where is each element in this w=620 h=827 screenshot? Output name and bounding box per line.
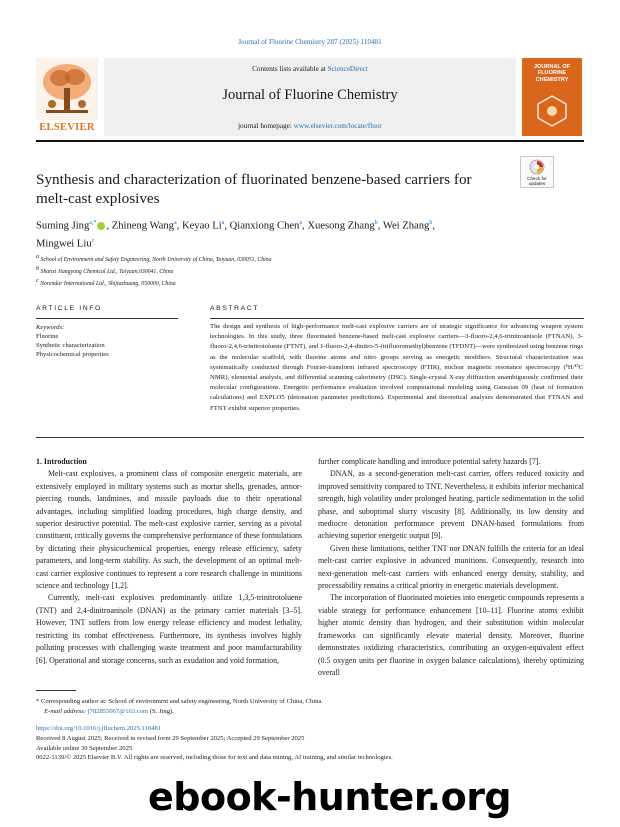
crossmark-icon	[529, 159, 545, 175]
copyright: 0022-1139/© 2025 Elsevier B.V. All rights are reserved, including those for text and data mining, AI training, and similar technologies.	[36, 754, 393, 762]
affiliation-sup: b	[36, 265, 39, 272]
masthead	[36, 58, 584, 138]
sciencedirect-link[interactable]: ScienceDirect	[327, 65, 368, 73]
author: Xuesong Zhang	[307, 220, 375, 232]
abstract-rule	[210, 318, 584, 319]
author: Qianxiong Chen	[229, 220, 300, 232]
masthead-center	[104, 58, 516, 136]
affiliation-text: Norendar International Ltd., Shijiazhuang, 050000, China	[40, 280, 176, 287]
email-line	[36, 707, 584, 717]
body-column-right	[318, 456, 584, 679]
cover-molecule-icon	[532, 92, 572, 128]
author: Keyao Li	[181, 220, 222, 232]
author: Mingwei Liu	[36, 238, 92, 250]
homepage-line	[104, 122, 516, 130]
body-column-left	[36, 456, 302, 667]
affiliation	[36, 265, 576, 277]
author-sup[interactable]: b	[429, 220, 433, 226]
affiliation-text: School of Environment and Safety Engineering, North University of China, Taiyuan, 030051, China	[40, 256, 272, 263]
keywords-label: Keywords:	[36, 324, 65, 331]
homepage-prefix: journal homepage:	[238, 122, 294, 130]
contents-line	[104, 65, 516, 73]
elsevier-logo	[36, 58, 98, 134]
keyword: Physicochemical properties	[36, 351, 109, 358]
author: Wei Zhang	[382, 220, 430, 232]
email-suffix: (S. Jing).	[148, 707, 174, 715]
paragraph: Currently, melt-cast explosives predominantly utilize 1,3,5-trinitrotoluene (TNT) and 2,4-dinitroanisole (DNAN) as the primary carrier materials [3–5]. However, TNT suffers from low energy release efficiency and modest lethality, restricting its combat effectiveness. Furthermore, its synthesis involves highly polluting processes with challenging waste treatment and poor manufacturability [6]. Operational and storage concerns, such as exudation and void formation,	[36, 593, 302, 665]
affiliation-text: Shanxi Jiangyang Chemical Ltd., Taiyuan,030041, China	[40, 268, 174, 275]
header-rule	[36, 140, 584, 142]
affiliation	[36, 253, 576, 265]
contents-prefix: Contents lists available at	[252, 65, 328, 73]
paragraph: The incorporation of fluorinated moieties into energetic compounds represents a viable strategy for performance enhancement [10–11]. Fluorine atoms exhibit higher atomic density than hydrogen, and their substitution within molecular frameworks can significantly elevate material density. Moreover, fluorine demonstrates oxidizing characteristics, contributing an oxygen-equivalent effect (0.5 oxygen units per fluorine in oxygen balance calculations), thereby optimizing overall	[318, 593, 584, 677]
journal-name: Journal of Fluorine Chemistry	[222, 87, 398, 103]
author-list: Suming Jing$^{a,*}$ , Zhineng Wang$^a$, Keyao Li$^a$, Qianxiong Chen$^a$, Xuesong Zhang$^b$, Wei Zhang$^b$, Mingwei Liu$^c$	[36, 220, 435, 250]
article-meta	[36, 724, 584, 763]
keyword: Fluorine	[36, 333, 59, 340]
homepage-link[interactable]: www.elsevier.com/locate/fluor	[293, 122, 382, 130]
watermark: ebook-hunter.org	[148, 775, 512, 819]
article-title: Synthesis and characterization of fluorinated benzene-based carriers for melt-cast explosives	[36, 171, 472, 207]
author-sup[interactable]: a	[221, 220, 225, 226]
footnote	[36, 697, 584, 716]
author-sup[interactable]: c	[91, 237, 95, 244]
article-info-rule	[36, 318, 178, 319]
abstract-heading: ABSTRACT	[210, 305, 260, 312]
author-sup[interactable]: a	[173, 220, 177, 226]
doi-link[interactable]: https://doi.org/10.1016/j.jfluchem.2025.110481	[36, 725, 162, 732]
section-heading: 1. Introduction	[36, 457, 87, 466]
journal-cover	[522, 58, 582, 136]
author: Zhineng Wang	[111, 220, 174, 232]
keywords-block	[36, 323, 178, 359]
cover-title: JOURNAL OF FLUORINE CHEMISTRY	[533, 64, 571, 83]
crossmark-label: Check for updates	[527, 176, 547, 186]
abstract-bottom-rule	[36, 437, 584, 438]
online-date: Available online 30 September 2025	[36, 744, 133, 752]
author-sup[interactable]: b	[374, 220, 378, 226]
paragraph: DNAN, as a second-generation melt-cast carrier, offers reduced toxicity and improved sensitivity compared to TNT. Nevertheless, it exhibits inferior mechanical strength, high volatility under prolonged heating, particle sedimentation in the solid phase, and suboptimal slurry viscosity [8]. Additionally, its low density and mediocre detonation performance prevent DNAN-based formulations from achieving superior energetic output [9].	[318, 469, 584, 541]
paragraph: Melt-cast explosives, a prominent class of composite energetic materials, are extensively employed in military systems such as mortar shells, grenades, armor-piercing rounds, landmines, and missile payloads due to their operational advantages, including simplified loading procedures, high charge density, and superior destructive potential. The melt-cast explosive carrier, serving as a pivotal constituent, critically governs the comprehensive performance of these formulations by dictating their physicochemical properties, energy release efficiency, safety parameters, and long-term stability. As such, the development of an optimal melt-cast carrier explosive continues to represent a core research challenge in munitions science and technology [1,2].	[36, 469, 302, 591]
affiliation	[36, 277, 576, 289]
abstract-text: The design and synthesis of high-performance melt-cast explosive carriers are of strategic significance for advancing weapon system technologies. In this study, three fluorinated benzene-based melt-cast explosive carriers—3-fluoro-2,4,6-trinitroanisole (FTNAN), 3-fluoro-2,4,6-trinitrotoluene (FTNT), and 1-fluoro-2,4-dinitro-5-(trifluoromethyl)benzene (TFDNT)—were synthesized using benzene rings as the molecular scaffold, with fluorine atoms and nitro groups serving as energetic modifiers. Structural characterization was systematically conducted through Fourier-transform infrared spectroscopy (FTIR), nuclear magnetic resonance spectroscopy (¹H/¹³C NMR), elemental analysis, and differential scanning calorimetry (DSC). Single-crystal X-ray diffraction unambiguously confirmed their molecular configurations. Energetic performance evaluation involved computational modeling using Gaussian 09 (heat of formation calculations) and EXPLO5 (detonation parameter predictions). Experimental and theoretical analyses demonstrated that FTNAN and FTNT exhibit superior properties.	[210, 323, 583, 412]
author-sup[interactable]: a,*	[89, 220, 97, 226]
affiliations	[36, 253, 576, 289]
keyword: Synthetic characterization	[36, 342, 105, 349]
elsevier-tree-icon	[36, 58, 98, 120]
affiliation-sup: a	[36, 254, 39, 260]
journal-reference[interactable]: Journal of Fluorine Chemistry 287 (2025) 110481	[238, 38, 382, 46]
author: Suming Jing	[36, 220, 90, 232]
article-info-heading: ARTICLE INFO	[36, 305, 102, 312]
paragraph: Given these limitations, neither TNT nor DNAN fulfills the criteria for an ideal melt-cast carrier explosive in advanced munitions. Consequently, research into next-generation melt-cast carriers with enhanced energy density, stability, and processability remains a critical priority in energetic materials development.	[318, 543, 584, 591]
paragraph: further complicate handling and introduce potential safety hazards [7].	[318, 457, 541, 466]
email-link[interactable]: j782855067@163.com	[87, 707, 149, 715]
corresponding-author: * Corresponding author at: School of environmrnt and safety engineering, North University of China, China.	[36, 698, 323, 705]
email-label: E-mail address:	[44, 707, 88, 715]
publisher-name: ELSEVIER	[39, 122, 95, 133]
affiliation-sup: c	[36, 277, 39, 284]
crossmark-badge[interactable]	[520, 156, 554, 188]
footnote-rule	[36, 690, 76, 691]
received-dates: Received 8 August 2025; Received in revised form 29 September 2025; Accepted 29 September 2025	[36, 734, 305, 742]
orcid-icon[interactable]	[97, 222, 105, 230]
author-sup[interactable]: a	[299, 220, 303, 226]
